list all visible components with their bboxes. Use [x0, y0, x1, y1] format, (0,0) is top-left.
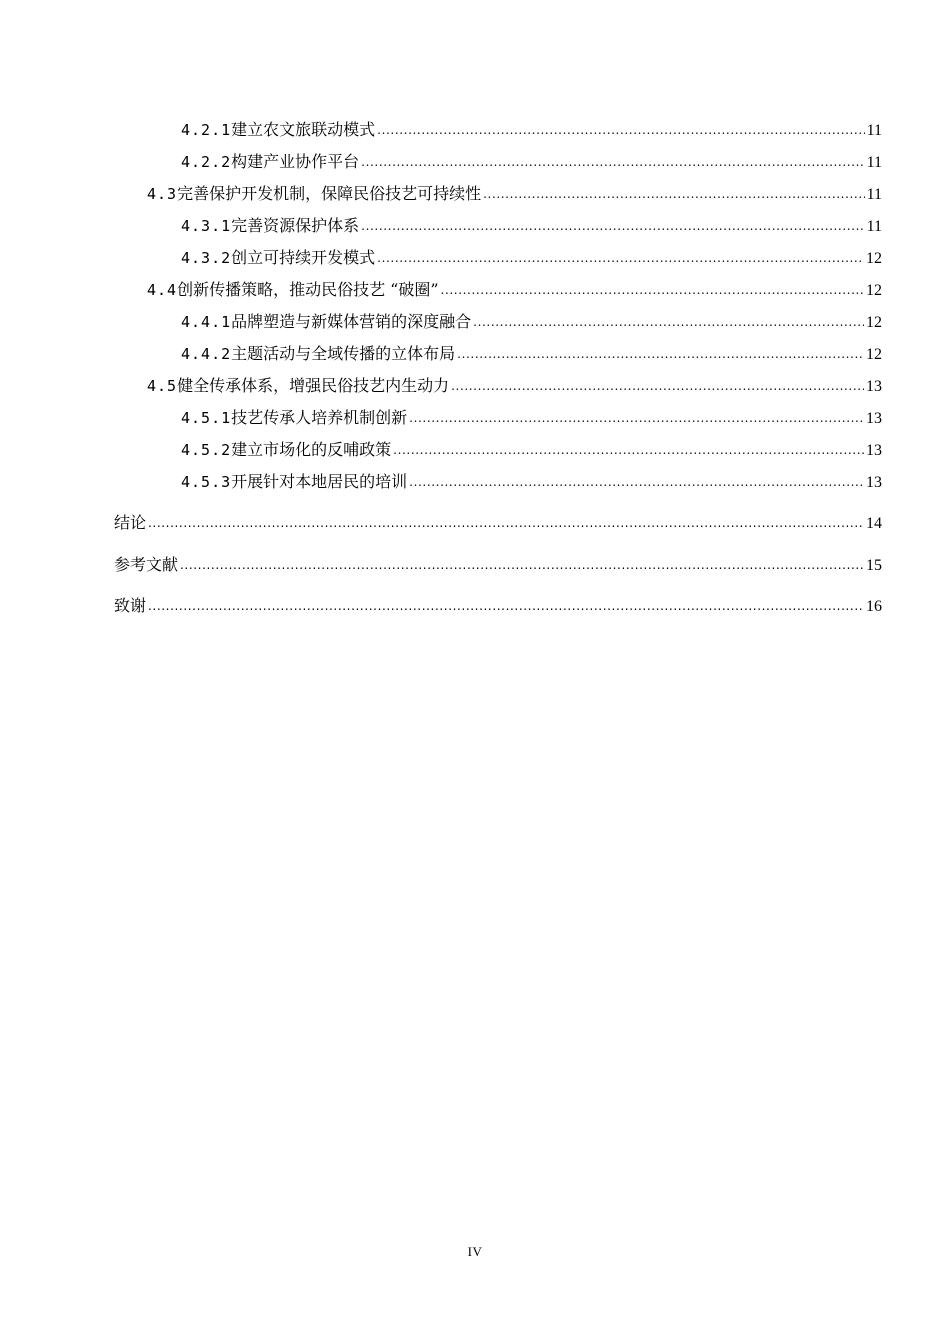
toc-number: 4.5.2: [181, 441, 232, 459]
toc-leader: [409, 406, 864, 430]
toc-entry-4-3[interactable]: [147, 182, 882, 206]
toc-title: 健全传承体系，增强民俗技艺内生动力: [177, 376, 450, 395]
toc-entry-4-2-2[interactable]: [181, 150, 882, 174]
toc-entry-4-3-1[interactable]: [181, 214, 882, 238]
toc-title: 结论: [114, 513, 147, 532]
toc-page-number: 12: [866, 282, 882, 299]
toc-title: 构建产业协作平台: [231, 152, 360, 171]
toc-page-number: 13: [866, 378, 882, 395]
toc-number: 4.4.1: [181, 313, 232, 331]
toc-number: 4.2.1: [181, 121, 232, 139]
toc-entry-references[interactable]: [114, 553, 882, 577]
toc-leader: [377, 118, 864, 142]
toc-leader: [148, 511, 864, 535]
toc-leader: [457, 342, 864, 366]
toc-number: 4.4: [147, 281, 178, 299]
toc-leader: [451, 374, 864, 398]
toc-number: 4.3.2: [181, 249, 232, 267]
toc-number: 4.5: [147, 377, 178, 395]
toc-number: 4.5.1: [181, 409, 232, 427]
toc-page-number: 16: [866, 598, 882, 615]
toc-leader: [180, 553, 864, 577]
toc-entry-4-5-1[interactable]: [181, 406, 882, 430]
toc-entry-4-3-2[interactable]: [181, 246, 882, 270]
toc-title: 主题活动与全域传播的立体布局: [231, 344, 456, 363]
toc-page-number: 11: [866, 218, 882, 235]
toc-entry-4-5-2[interactable]: [181, 438, 882, 462]
toc-page-number: 11: [866, 122, 882, 139]
toc-number: 4.3.1: [181, 217, 232, 235]
toc-leader: [409, 470, 864, 494]
toc-title: 开展针对本地居民的培训: [231, 472, 408, 491]
toc-leader: [361, 150, 864, 174]
page-footer-number: IV: [467, 1244, 483, 1259]
toc-entry-4-2-1[interactable]: [181, 118, 882, 142]
toc-leader: [441, 278, 864, 302]
toc-title: 致谢: [114, 596, 147, 615]
toc-number: 4.5.3: [181, 473, 232, 491]
toc-title: 建立农文旅联动模式: [231, 120, 376, 139]
toc-page-number: 12: [866, 250, 882, 267]
toc-page-number: 11: [866, 154, 882, 171]
toc-page-number: 12: [866, 346, 882, 363]
toc-leader: [148, 594, 864, 618]
toc-leader: [483, 182, 864, 206]
toc-number: 4.2.2: [181, 153, 232, 171]
toc-page-number: 12: [866, 314, 882, 331]
toc-title: 参考文献: [114, 555, 179, 574]
toc-entry-conclusion[interactable]: [114, 511, 882, 535]
toc-title: 技艺传承人培养机制创新: [231, 408, 408, 427]
toc-entry-4-5[interactable]: [147, 374, 882, 398]
toc-number: 4.4.2: [181, 345, 232, 363]
toc-title: 完善保护开发机制，保障民俗技艺可持续性: [177, 184, 482, 203]
toc-page-number: 13: [866, 474, 882, 491]
toc-leader: [377, 246, 864, 270]
toc-title: 创新传播策略，推动民俗技艺 “破圈”: [177, 280, 439, 299]
toc-title: 建立市场化的反哺政策: [231, 440, 392, 459]
toc-entry-acknowledgements[interactable]: [114, 594, 882, 618]
toc-leader: [361, 214, 864, 238]
toc-title: 创立可持续开发模式: [231, 248, 376, 267]
toc-number: 4.3: [147, 185, 178, 203]
toc-page-number: 13: [866, 442, 882, 459]
toc-page-number: 15: [866, 557, 882, 574]
toc-leader: [393, 438, 864, 462]
toc-title: 完善资源保护体系: [231, 216, 360, 235]
toc-title: 品牌塑造与新媒体营销的深度融合: [231, 312, 472, 331]
toc-entry-4-4[interactable]: [147, 278, 882, 302]
toc-entry-4-4-2[interactable]: [181, 342, 882, 366]
toc-page-number: 14: [866, 515, 882, 532]
toc-entry-4-5-3[interactable]: [181, 470, 882, 494]
toc-page-number: 13: [866, 410, 882, 427]
toc-leader: [473, 310, 864, 334]
toc-entry-4-4-1[interactable]: [181, 310, 882, 334]
toc-page-number: 11: [866, 186, 882, 203]
